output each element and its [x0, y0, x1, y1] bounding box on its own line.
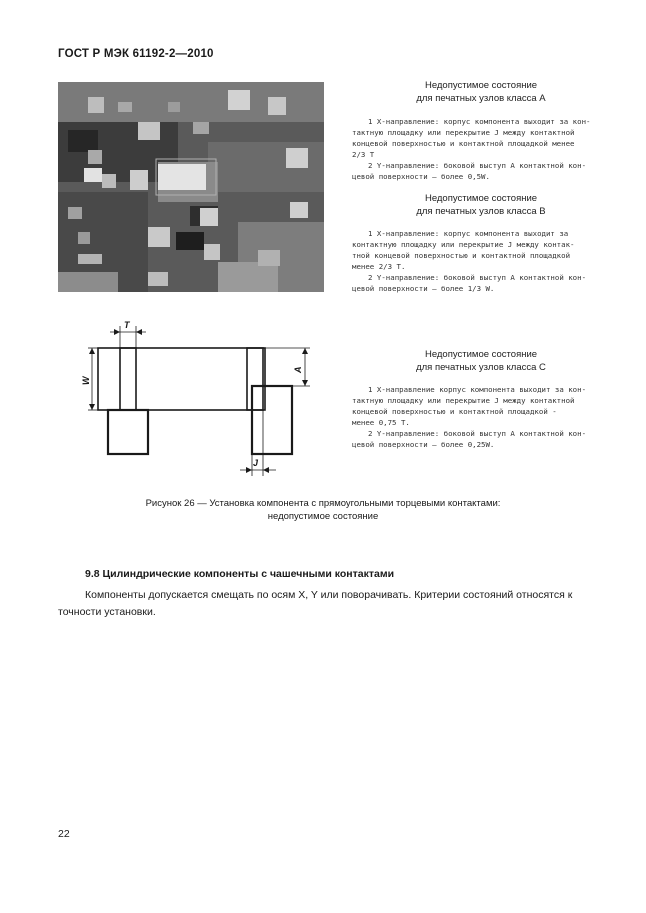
class-a-note2-line1: 2 Y-направление: боковой выступ A контактной кон-	[368, 161, 587, 170]
class-b-title	[370, 192, 592, 218]
class-a-note2-line2: цевой поверхности — более 0,5W.	[352, 172, 490, 181]
figure-caption-line1: Рисунок 26 — Установка компонента с прямоугольными торцевыми контактами:	[145, 498, 501, 509]
class-c-note2-line2: цевой поверхности — более 0,25W.	[352, 440, 495, 449]
diagram-right-pad	[252, 386, 292, 454]
class-c-note2-line1: 2 Y-направление: боковой выступ A контактной кон-	[368, 429, 587, 438]
diagram-left-pad	[108, 410, 148, 454]
class-c-note1-line2: тактную площадку или перекрытие J между контактной	[352, 396, 575, 405]
class-b-note2-line1: 2 Y-направление: боковой выступ A контактной кон-	[368, 273, 587, 282]
component-diagram	[80, 318, 320, 478]
class-c-title-line2: для печатных узлов класса С	[416, 362, 546, 373]
diagram-left-terminal	[120, 348, 136, 410]
class-b-note2-line2: цевой поверхности — более 1/3 W.	[352, 284, 495, 293]
class-c-title-line1: Недопустимое состояние	[424, 349, 538, 360]
class-b-note1-line3: тной концевой поверхностью и контактной площадкой	[352, 251, 571, 260]
figure-caption	[100, 497, 546, 523]
diagram-right-terminal	[247, 348, 263, 410]
section-heading: 9.8 Цилиндрические компоненты с чашечными контактами	[85, 568, 395, 580]
diagram-label-w: W	[81, 376, 91, 385]
diagram-body	[98, 348, 265, 410]
diagram-label-t: T	[124, 320, 130, 330]
class-a-note1-line2: тактную площадку или перекрытие J между контактной	[352, 128, 575, 137]
diagram-label-j: J	[253, 458, 259, 468]
class-c-notes	[352, 384, 592, 450]
pcb-photo-image	[58, 82, 324, 292]
class-b-note1-line1: 1 Х-направление: корпус компонента выходит за	[368, 229, 569, 238]
class-b-title-line1: Недопустимое состояние	[424, 193, 538, 204]
section-paragraph: Компоненты допускается смещать по осям X, Y или поворачивать. Критерии состояний относятся к точности установки.	[58, 589, 573, 618]
class-a-note1-line4: 2/3 T	[352, 150, 375, 159]
figure-caption-line2: недопустимое состояние	[267, 511, 379, 522]
document-header: ГОСТ Р МЭК 61192-2—2010	[58, 48, 214, 60]
class-b-title-line2: для печатных узлов класса В	[416, 206, 546, 217]
pcb-photo	[58, 82, 324, 292]
class-c-note1-line1: 1 Х-направление корпус компонента выходит за кон-	[368, 385, 587, 394]
class-c-title	[370, 348, 592, 374]
class-a-note1-line3: концевой поверхностью и контактной площадкой менее	[352, 139, 575, 148]
class-c-note1-line3: концевой поверхностью и контактной площадкой -	[352, 407, 557, 416]
class-a-title-line1: Недопустимое состояние	[424, 80, 538, 91]
class-a-notes	[352, 116, 592, 182]
class-a-title-line2: для печатных узлов класса А	[416, 93, 546, 104]
class-a-note1-line1: 1 Х-направление: корпус компонента выходит за кон-	[368, 117, 591, 126]
class-b-note1-line4: менее 2/3 T.	[352, 262, 406, 271]
page-number: 22	[58, 828, 70, 840]
class-a-title	[370, 79, 592, 105]
class-c-note1-line4: менее 0,75 T.	[352, 418, 410, 427]
class-b-note1-line2: контактную площадку или перекрытие J между контак-	[352, 240, 575, 249]
class-b-notes	[352, 228, 592, 294]
diagram-label-a: A	[293, 366, 303, 373]
